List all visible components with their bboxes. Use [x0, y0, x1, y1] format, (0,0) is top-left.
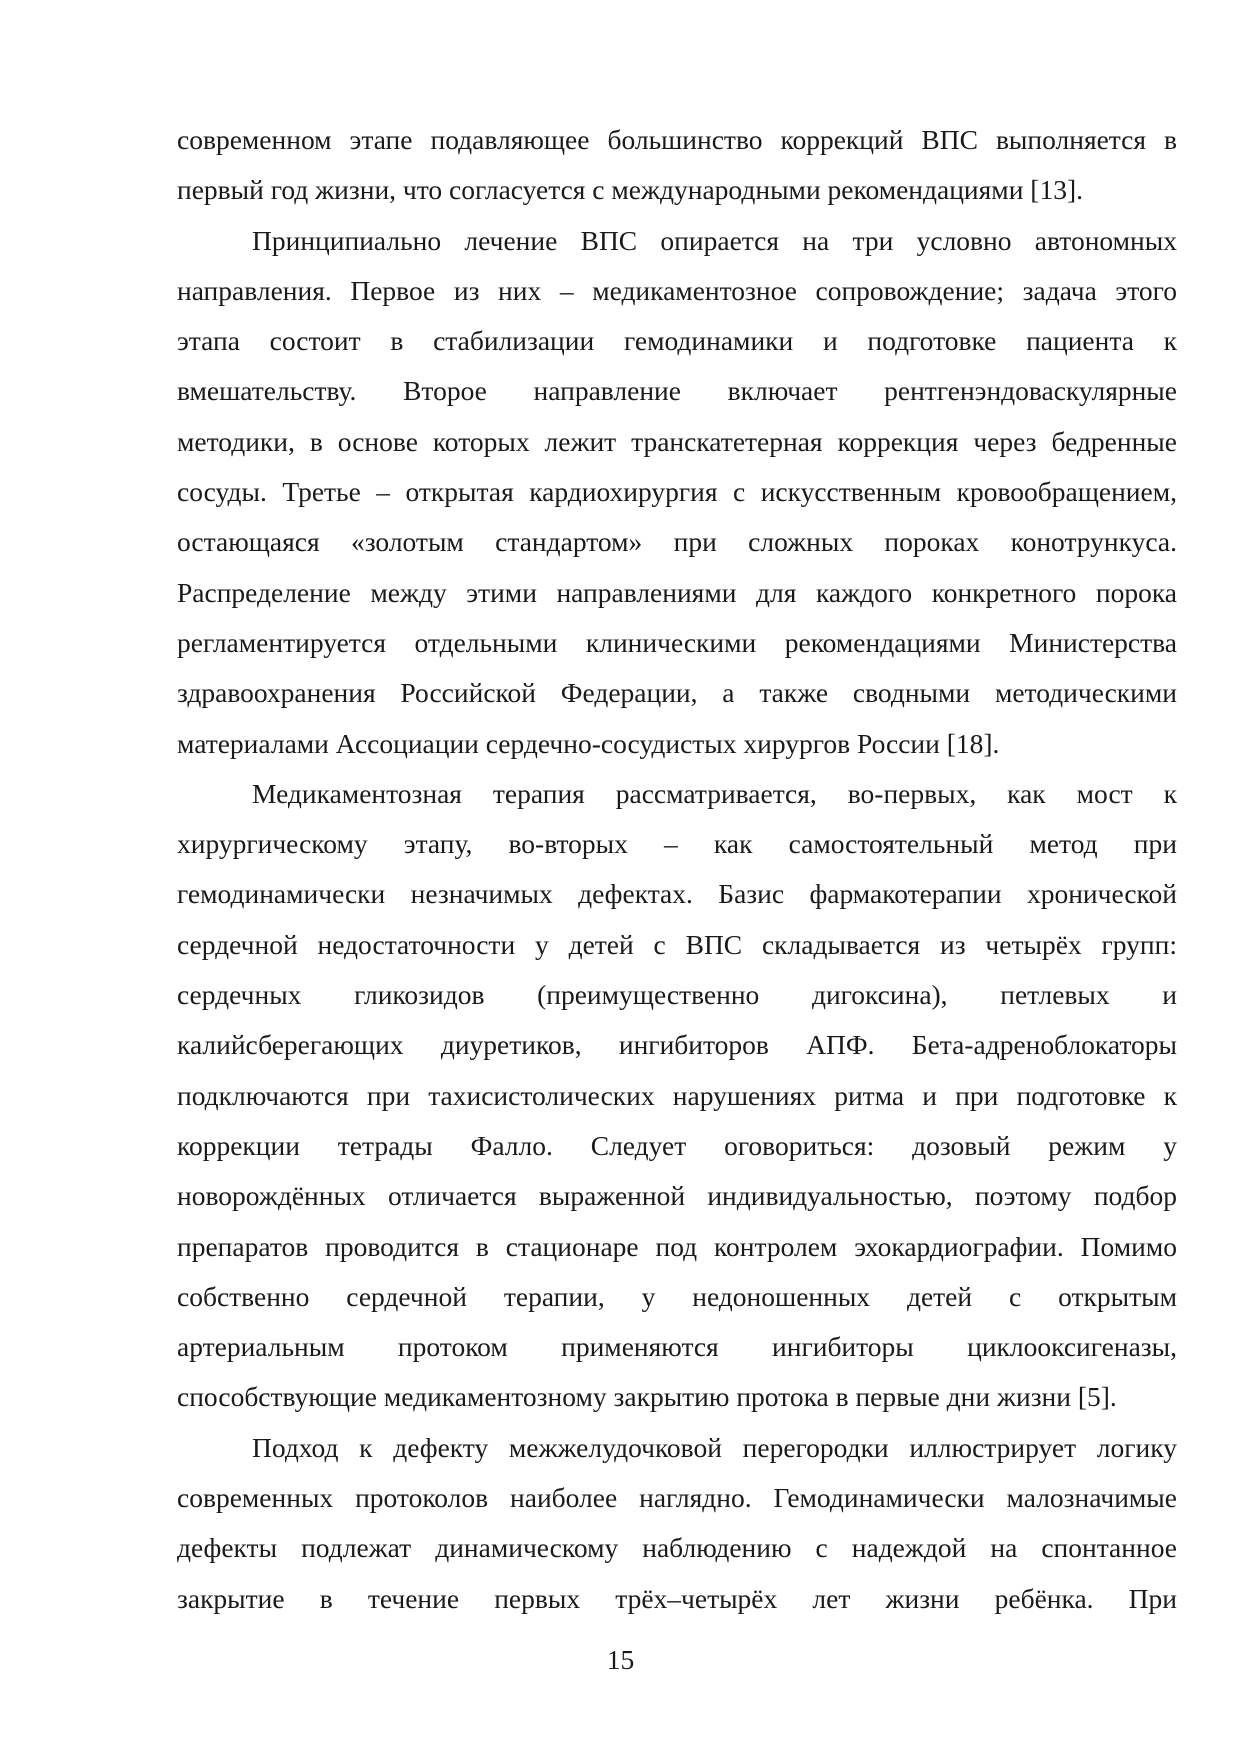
text-line: гемодинамически незначимых дефектах. Базис фармакотерапии хронической — [177, 878, 1177, 910]
text-line: остающаяся «золотым стандартом» при сложных пороках конотрункуса. — [177, 526, 1177, 558]
text-line: сосуды. Третье – открытая кардиохирургия с искусственным кровообращением, — [177, 476, 1177, 508]
text-line: направления. Первое из них – медикаментозное сопровождение; задача этого — [177, 274, 1177, 306]
text-line: собственно сердечной терапии, у недоношенных детей с открытым — [177, 1280, 1177, 1312]
text-line: сердечных гликозидов (преимущественно дигоксина), петлевых и — [177, 979, 1177, 1011]
text-line: этапа состоит в стабилизации гемодинамики и подготовке пациента к — [177, 325, 1177, 357]
text-line: методики, в основе которых лежит транскатетерная коррекция через бедренные — [177, 425, 1177, 457]
text-line: калийсберегающих диуретиков, ингибиторов АПФ. Бета-адреноблокаторы — [177, 1029, 1177, 1061]
text-line: первый год жизни, что согласуется с международными рекомендациями [13]. — [177, 174, 1083, 206]
paragraph-1 — [177, 115, 1177, 216]
body-text — [177, 115, 1177, 1624]
text-line: сердечной недостаточности у детей с ВПС складывается из четырёх групп: — [177, 928, 1177, 960]
text-line: новорождённых отличается выраженной индивидуальностью, поэтому подбор — [177, 1180, 1177, 1212]
text-line: регламентируется отдельными клиническими рекомендациями Министерства — [177, 626, 1177, 658]
text-line: артериальным протоком применяются ингибиторы циклооксигеназы, — [177, 1331, 1177, 1363]
text-line: препаратов проводится в стационаре под контролем эхокардиографии. Помимо — [177, 1230, 1177, 1262]
text-line: коррекции тетрады Фалло. Следует оговориться: дозовый режим у — [177, 1129, 1177, 1161]
text-line: Подход к дефекту межжелудочковой перегородки иллюстрирует логику — [252, 1431, 1177, 1463]
text-line: здравоохранения Российской Федерации, а также сводными методическими — [177, 677, 1177, 709]
paragraph-3 — [177, 769, 1177, 1423]
paragraph-2 — [177, 216, 1177, 769]
paragraph-4 — [177, 1423, 1177, 1624]
text-line: материалами Ассоциации сердечно-сосудистых хирургов России [18]. — [177, 727, 1000, 759]
text-line: дефекты подлежат динамическому наблюдению с надеждой на спонтанное — [177, 1532, 1177, 1564]
text-line: закрытие в течение первых трёх–четырёх лет жизни ребёнка. При — [177, 1582, 1177, 1614]
text-line: способствующие медикаментозному закрытию протока в первые дни жизни [5]. — [177, 1381, 1117, 1413]
text-line: Распределение между этими направлениями для каждого конкретного порока — [177, 576, 1177, 608]
text-line: Медикаментозная терапия рассматривается, во-первых, как мост к — [252, 777, 1177, 809]
page-number: 15 — [606, 1644, 635, 1675]
text-line: современных протоколов наиболее наглядно. Гемодинамически малозначимые — [177, 1482, 1177, 1514]
text-line: подключаются при тахисистолических нарушениях ритма и при подготовке к — [177, 1079, 1177, 1111]
text-line: хирургическому этапу, во-вторых – как самостоятельный метод при — [177, 828, 1177, 860]
text-line: Принципиально лечение ВПС опирается на три условно автономных — [252, 224, 1177, 256]
text-line: современном этапе подавляющее большинство коррекций ВПС выполняется в — [177, 124, 1177, 155]
text-line: вмешательству. Второе направление включает рентгенэндоваскулярные — [177, 375, 1177, 407]
